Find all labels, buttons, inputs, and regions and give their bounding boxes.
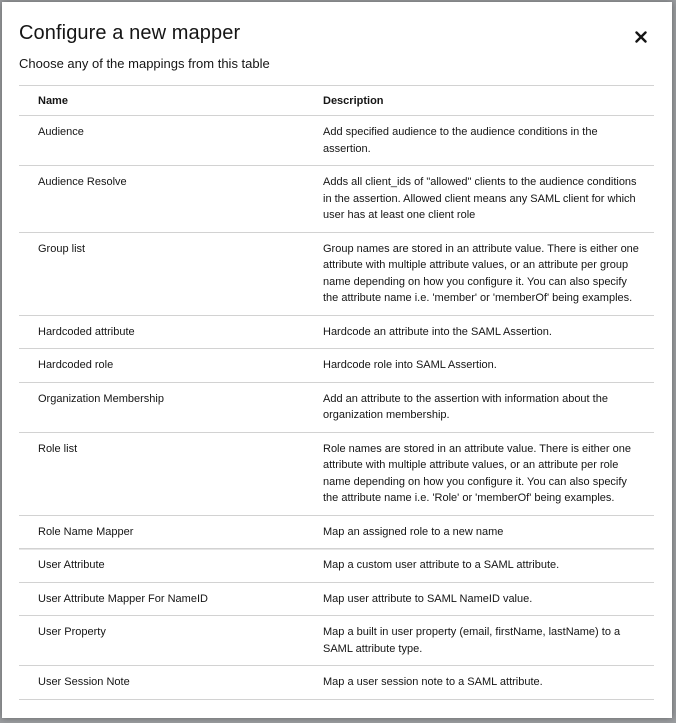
mapper-name: Hardcoded attribute xyxy=(19,315,323,349)
mapper-description: Map an assigned role to a new name xyxy=(323,515,654,549)
mapper-name: User Attribute Mapper For NameID xyxy=(19,582,323,616)
close-button[interactable] xyxy=(630,26,652,48)
mapper-name: User Attribute xyxy=(19,549,323,583)
mapper-description: Map a custom user attribute to a SAML attribute. xyxy=(323,549,654,583)
table-row-audience-resolve[interactable] xyxy=(19,166,654,233)
mapper-description: Hardcode role into SAML Assertion. xyxy=(323,349,654,383)
dialog-title: Configure a new mapper xyxy=(19,22,241,44)
mapper-description: Add specified audience to the audience conditions in the assertion. xyxy=(323,116,654,166)
table-row-user-session-note[interactable] xyxy=(19,666,654,700)
mapper-name: Role list xyxy=(19,432,323,515)
mapper-description: Add an attribute to the assertion with information about the organization membership. xyxy=(323,382,654,432)
mapper-description: Map a user session note to a SAML attribute. xyxy=(323,666,654,700)
mapper-name: Hardcoded role xyxy=(19,349,323,383)
close-icon xyxy=(630,26,652,48)
mapper-name: User Session Note xyxy=(19,666,323,700)
column-header-description: Description xyxy=(323,86,654,116)
mapper-description: Hardcode an attribute into the SAML Assertion. xyxy=(323,315,654,349)
table-row-group-list[interactable] xyxy=(19,232,654,315)
table-row-role-name-mapper[interactable] xyxy=(19,515,654,549)
mapper-name: Group list xyxy=(19,232,323,315)
mapper-description: Group names are stored in an attribute value. There is either one attribute with multiple attribute values, or an attribute per group name depending on how you configure it. You can also specify the attribute name i.e. 'member' or 'memberOf' being examples. xyxy=(323,232,654,315)
table-row-hardcoded-role[interactable] xyxy=(19,349,654,383)
mapper-description: Map user attribute to SAML NameID value. xyxy=(323,582,654,616)
table-row-user-attribute-mapper-for-nameid[interactable] xyxy=(19,582,654,616)
table-row-organization-membership[interactable] xyxy=(19,382,654,432)
table-row-user-property[interactable] xyxy=(19,616,654,666)
dialog-description: Choose any of the mappings from this table xyxy=(19,56,270,71)
table-row-user-attribute[interactable] xyxy=(19,549,654,583)
column-header-name: Name xyxy=(19,86,323,116)
mapper-description: Map a built in user property (email, firstName, lastName) to a SAML attribute type. xyxy=(323,616,654,666)
mapper-name: User Property xyxy=(19,616,323,666)
table-row-audience[interactable] xyxy=(19,116,654,166)
configure-mapper-dialog xyxy=(2,2,672,718)
mapper-name: Role Name Mapper xyxy=(19,515,323,549)
table-header-row xyxy=(19,86,654,116)
mapper-description: Adds all client_ids of "allowed" clients to the audience conditions in the assertion. Allowed client means any SAML client for which user has at least one client role xyxy=(323,166,654,233)
mapper-name: Audience xyxy=(19,116,323,166)
mapper-name: Audience Resolve xyxy=(19,166,323,233)
mapper-name: Organization Membership xyxy=(19,382,323,432)
table-row-role-list[interactable] xyxy=(19,432,654,515)
mappings-table xyxy=(19,85,654,700)
table-row-hardcoded-attribute[interactable] xyxy=(19,315,654,349)
mapper-description: Role names are stored in an attribute value. There is either one attribute with multiple attribute values, or an attribute per role name depending on how you configure it. You can also specify the attribute name i.e. 'Role' or 'memberOf' being examples. xyxy=(323,432,654,515)
